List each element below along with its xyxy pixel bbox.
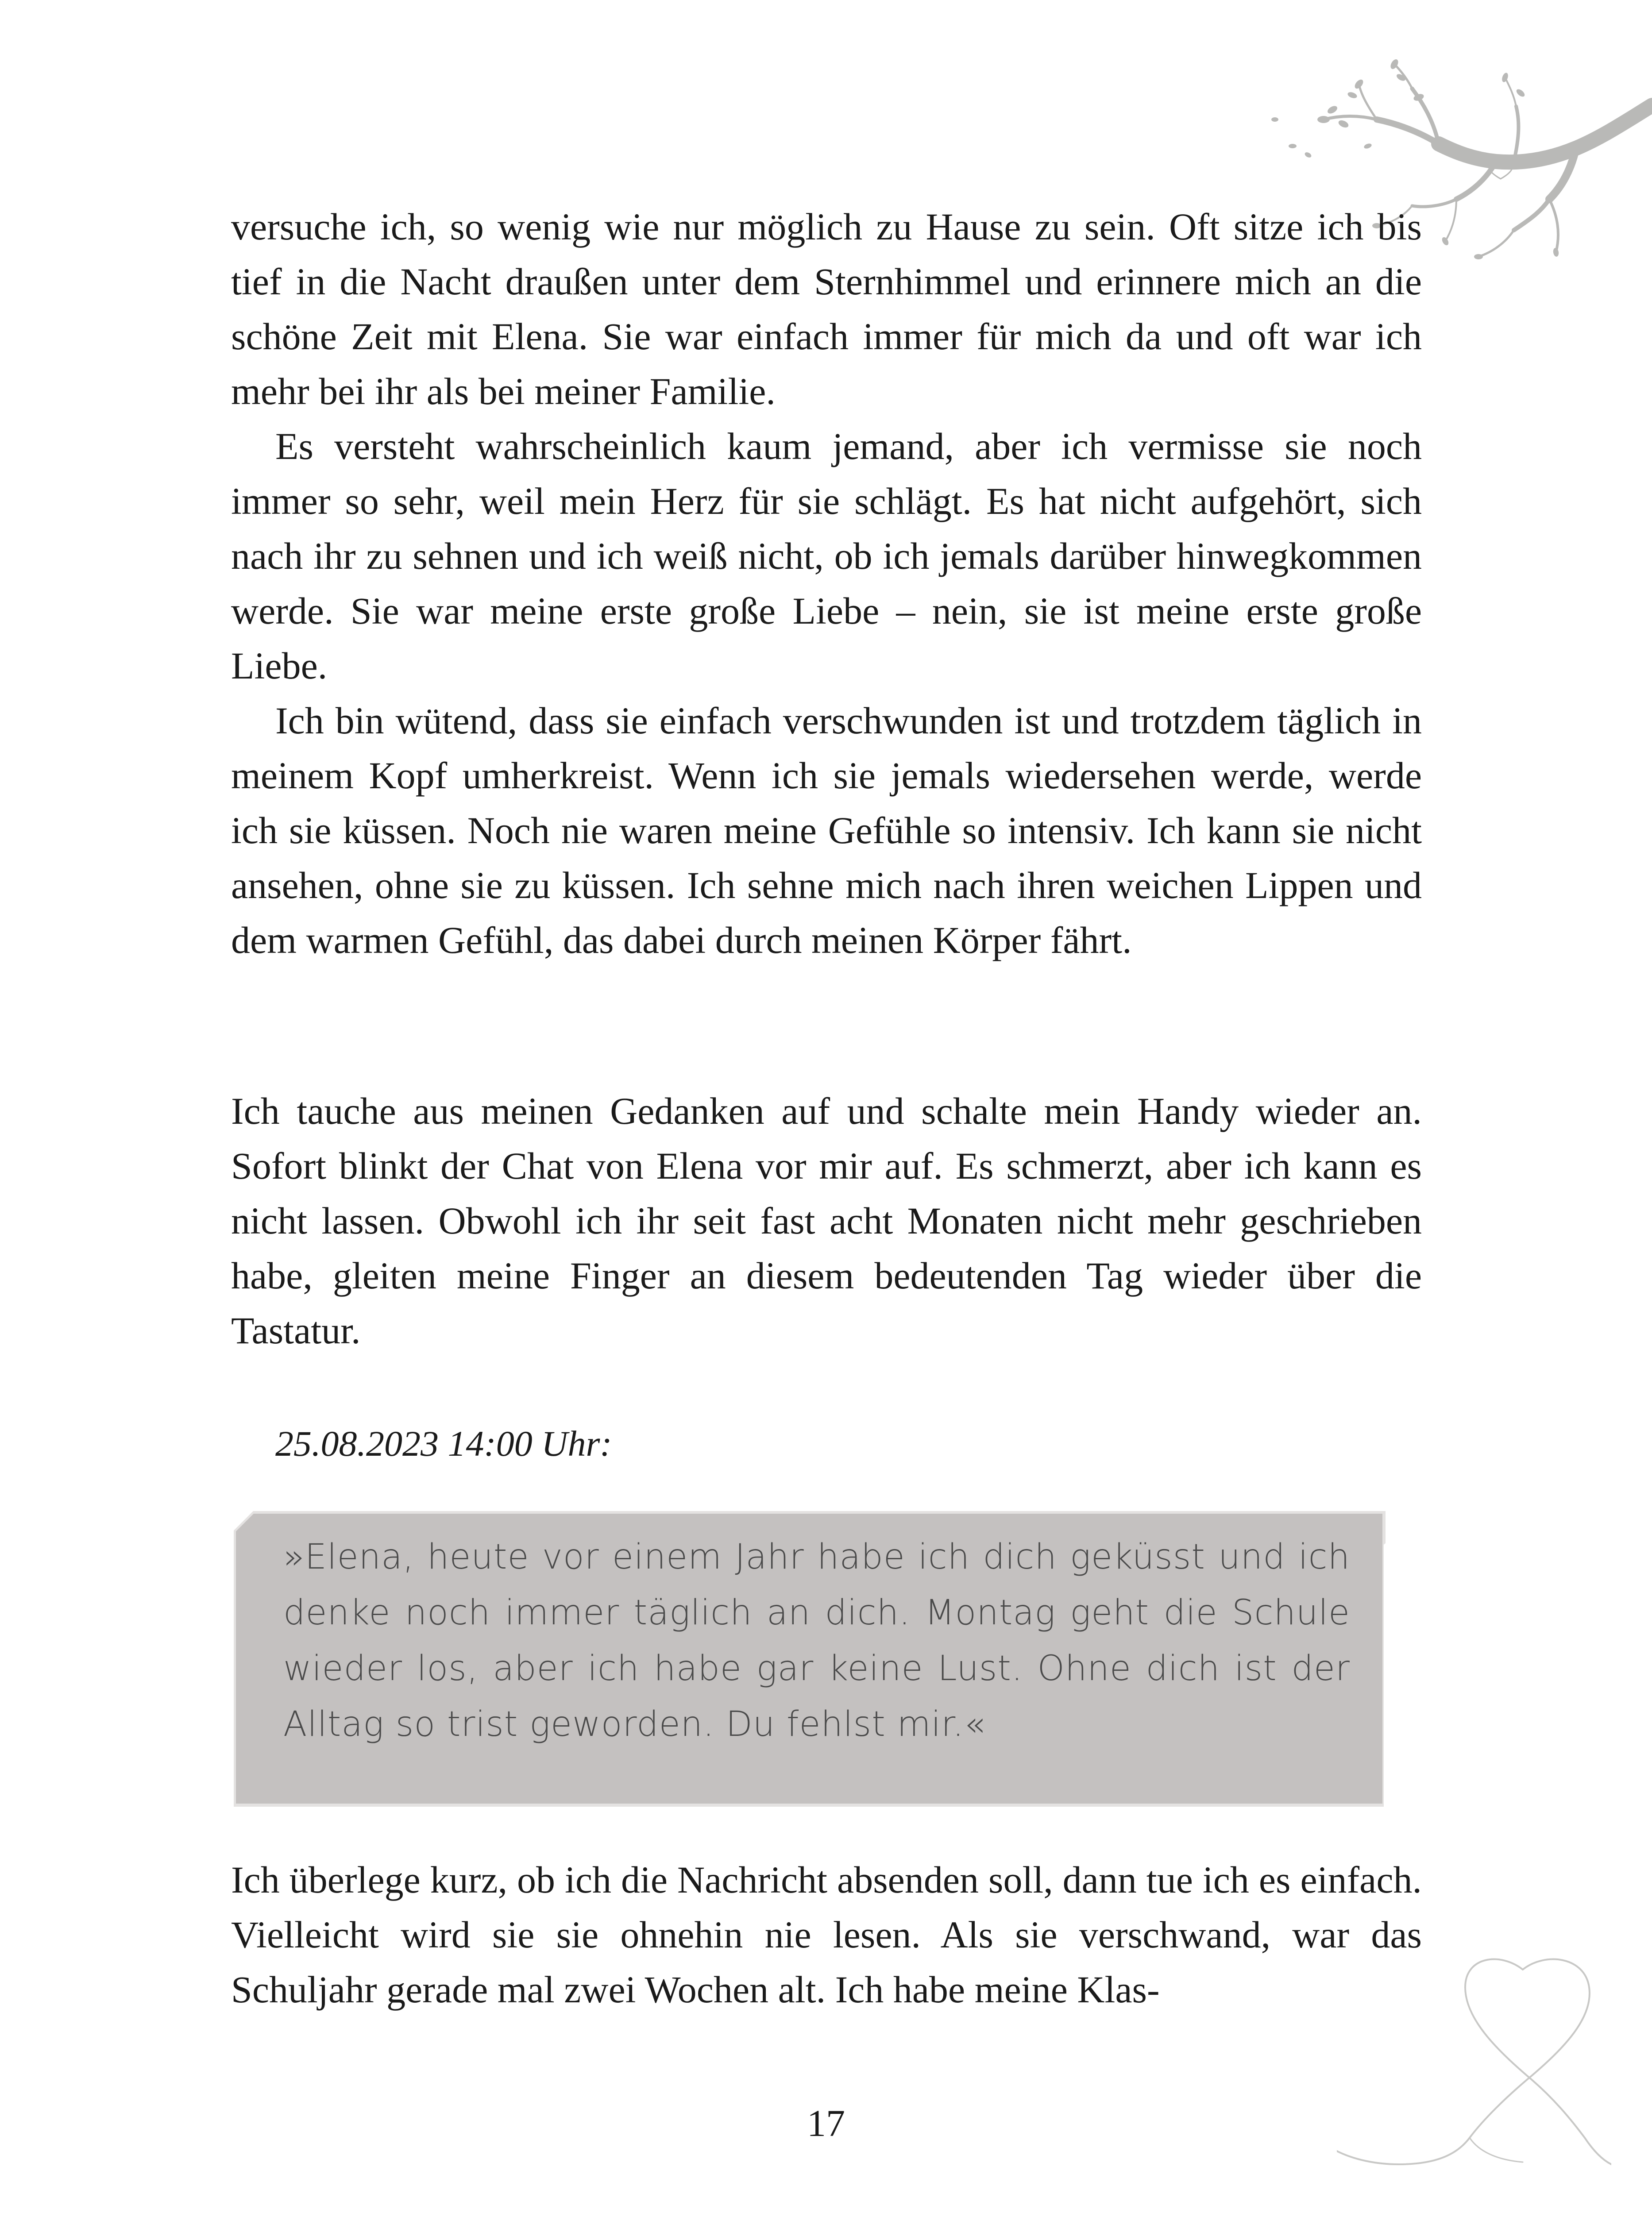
message-text: »Elena, heute vor einem Jahr habe ich dich geküsst und ich denke noch immer täglich an dich. Montag geht die Schule wieder los, aber ich habe gar keine Lust. Ohne dich ist der Alltag so trist geworden. Du fehlst mir.«	[283, 1537, 1350, 1744]
paragraph: versuche ich, so wenig wie nur möglich zu Hause zu sein. Oft sitze ich bis tief in die Nacht draußen unter dem Sternhimmel und erinnere mich an die schöne Zeit mit Elena. Sie war einfach immer für mich da und oft war ich mehr bei ihr als bei meiner Familie.	[231, 205, 1422, 413]
paragraph: Ich bin wütend, dass sie einfach verschwunden ist und trotzdem täglich in meinem Kopf umherkreist. Wenn ich sie jemals wiedersehen werde, werde ich sie küssen. Noch nie waren meine Gefühle so intensiv. Ich kann sie nicht ansehen, ohne sie zu küssen. Ich sehne mich nach ihren weichen Lippen und dem warmen Gefühl, das dabei durch meinen Körper fährt.	[231, 699, 1422, 961]
paragraph: Ich überlege kurz, ob ich die Nachricht absenden soll, dann tue ich es einfach. Vielleicht wird sie sie ohnehin nie lesen. Als sie verschwand, war das Schuljahr gerade mal zwei Wochen alt. Ich habe meine Klas-	[231, 1858, 1422, 2011]
paragraph: Ich tauche aus meinen Gedanken auf und schalte mein Handy wieder an. Sofort blinkt der Chat von Elena vor mir auf. Es schmerzt, aber ich kann es nicht lassen. Obwohl ich ihr seit fast acht Monaten nicht mehr geschrieben habe, gleiten meine Finger an diesem bedeutenden Tag wieder über die Tastatur.	[231, 1090, 1422, 1352]
body-text-bottom	[231, 1852, 1422, 2017]
message-timestamp: 25.08.2023 14:00 Uhr:	[275, 1423, 612, 1464]
paragraph: Es versteht wahrscheinlich kaum jemand, aber ich vermisse sie noch immer so sehr, weil mein Herz für sie schlägt. Es hat nicht aufgehört, sich nach ihr zu sehnen und ich weiß nicht, ob ich jemals darüber hinwegkommen werde. Sie war meine erste große Liebe – nein, sie ist meine erste große Liebe.	[231, 425, 1422, 687]
page-number: 17	[807, 2102, 845, 2144]
body-text-top	[231, 199, 1422, 968]
body-text-middle	[231, 1083, 1422, 1358]
